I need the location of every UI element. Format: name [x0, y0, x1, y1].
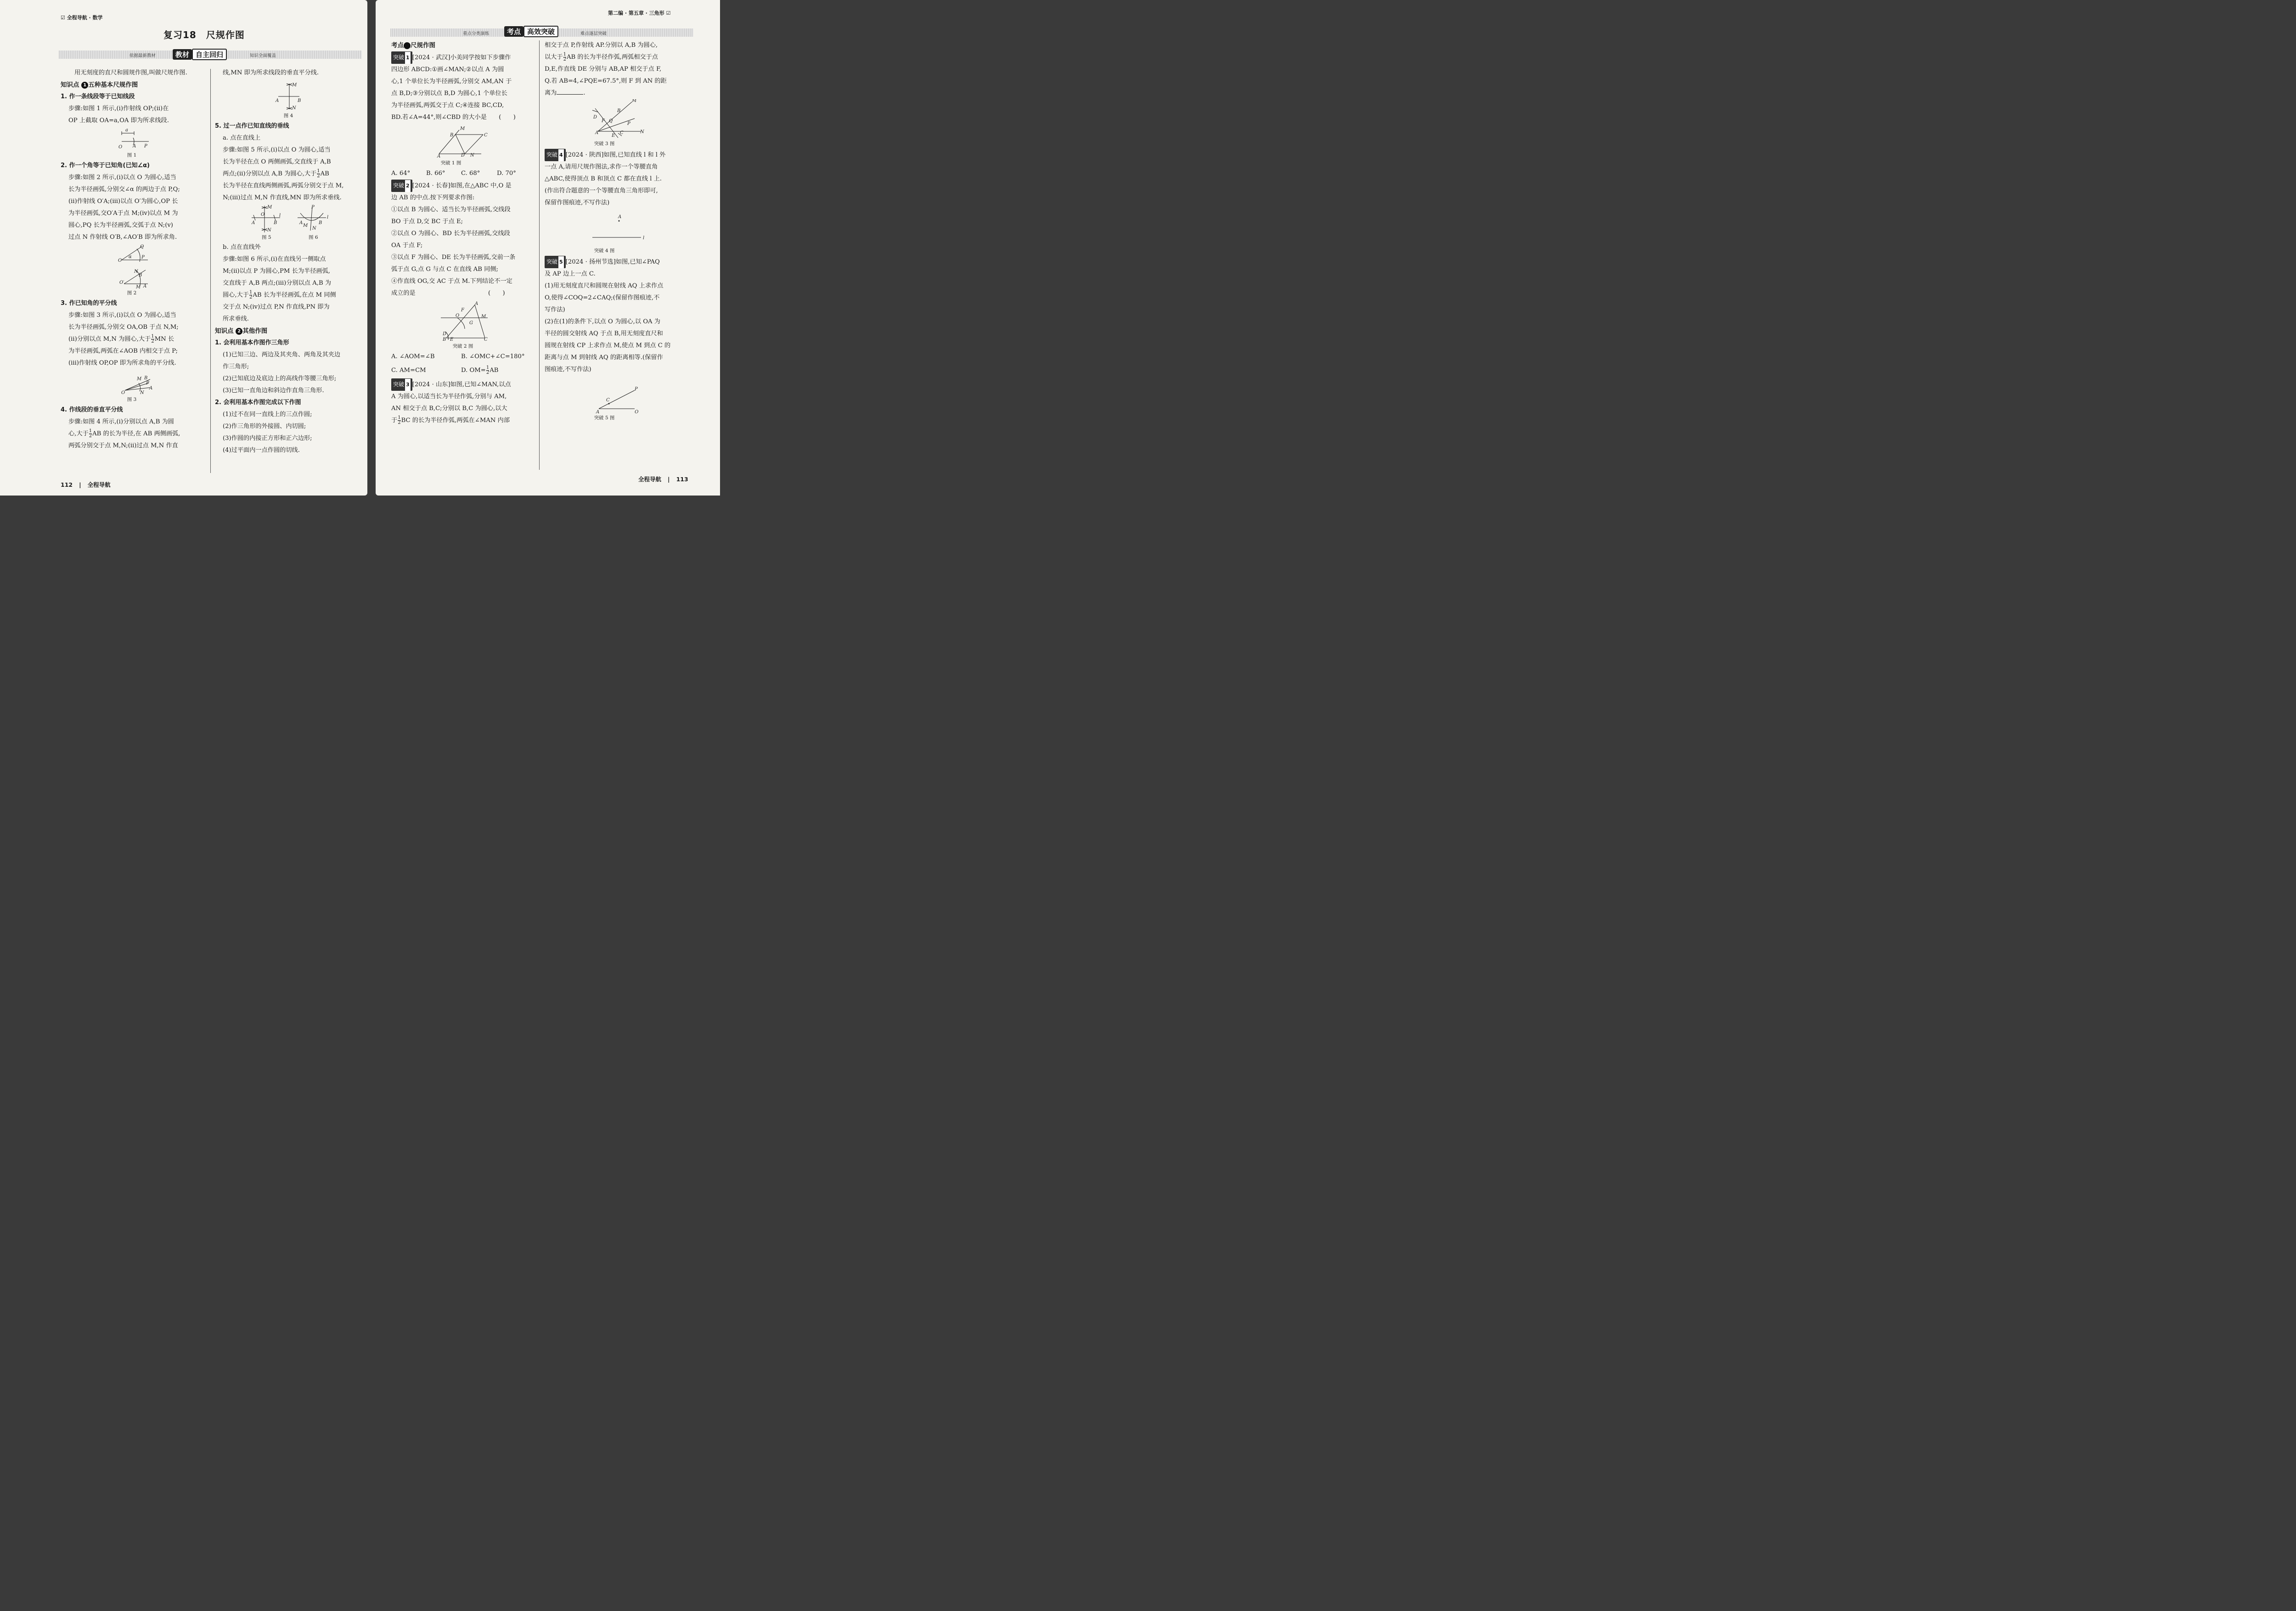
p1-figure: [391, 124, 535, 158]
check-icon: ☑: [664, 10, 671, 16]
fig3-caption: 图 3: [127, 397, 137, 402]
p3-line-cont: 以大于 $\frac{1}{2}$ AB 的长为半径作弧,两弧相交于点: [545, 52, 658, 62]
fraction: $\frac{1}{2}$: [398, 415, 401, 425]
svg-text:N: N: [140, 390, 144, 395]
svg-text:M: M: [632, 99, 637, 103]
p2-figure: [391, 299, 535, 342]
svg-text:a: a: [125, 128, 128, 133]
svg-text:C: C: [606, 398, 610, 403]
s2-line: 圆心,PQ 长为半径画弧,交弧于点 N;(ⅴ): [68, 222, 173, 229]
p2-line: ①以点 B 为圆心、适当长为半径画弧,交线段: [391, 206, 511, 213]
p1-fig-caption: 突破 1 图: [440, 160, 461, 166]
band-tag: [504, 26, 558, 37]
s2-line: 为半径画弧,交O′A于点 M;(ⅳ)以点 M 为: [68, 210, 178, 217]
p3-line: Q.若 AB=4,∠PQE=67.5°,则 F 到 AN 的距: [545, 78, 667, 84]
svg-text:O′: O′: [119, 280, 124, 285]
svg-text:D: D: [443, 332, 447, 337]
o2-title: 2. 会利用基本作图完成以下作图: [215, 399, 301, 406]
band-tag-1: 考点: [504, 26, 523, 37]
band-tag-2: 高效突破: [523, 26, 558, 37]
svg-text:O: O: [118, 258, 122, 263]
p5-line: 距离与点 M 到射线 AQ 的距离相等.(保留作: [545, 354, 663, 361]
kp2-heading: 知识点 2 其他作图: [215, 327, 268, 335]
s1-text-b: OP 上截取 OA=a,OA 即为所求线段.: [68, 117, 169, 124]
svg-text:A: A: [299, 220, 303, 225]
s5a-line: N;(ⅲ)过点 M,N 作直线,MN 即为所求垂线.: [223, 194, 342, 201]
p2-line: 成立的是 ( ): [391, 290, 505, 297]
check-icon: ☑: [61, 15, 67, 21]
s5b-line-4: 圆心,大于 $\frac{1}{2}$ AB 长为半径画弧,在点 M 同侧: [223, 290, 336, 300]
band-right-text: 知识全面覆盖: [250, 53, 276, 58]
svg-text:A: A: [618, 214, 622, 220]
tupo-label-4: 突破 4: [545, 149, 566, 161]
p3-line: A 为圆心,以适当长为半径作弧,分别与 AM,: [391, 393, 507, 400]
p2-line: 边 AB 的中点.按下列要求作图:: [391, 194, 475, 201]
svg-text:A: A: [143, 284, 147, 288]
svg-text:E: E: [612, 133, 615, 138]
band-left-text: 依据最新教材: [129, 53, 156, 58]
svg-text:C: C: [484, 133, 488, 138]
p4-fig-caption: 突破 4 图: [594, 248, 615, 253]
s2-line: (ⅱ)作射线 O′A;(ⅲ)以点 O′为圆心,OP 长: [68, 198, 178, 205]
s5b-title: b. 点在直线外: [223, 244, 261, 251]
p2-option-a[interactable]: A. ∠AOM=∠B: [391, 353, 435, 360]
tupo-label-1: 突破 1: [391, 51, 412, 64]
svg-text:P: P: [146, 381, 149, 386]
s5a-line: 步骤:如图 5 所示,(ⅰ)以点 O 为圆心,适当: [223, 146, 331, 153]
p2-option-d[interactable]: D. OM= $\frac{1}{2}$ AB: [461, 365, 499, 375]
svg-text:l: l: [327, 215, 329, 220]
p5-line: 写作法): [545, 306, 565, 313]
s5b-line: 所求垂线.: [223, 315, 249, 322]
p5-figure: [545, 376, 692, 413]
right-column-2: [545, 39, 692, 422]
p4-line: (作出符合题意的一个等腰直角三角形即可,: [545, 187, 658, 194]
s4-line-2: 心,大于 $\frac{1}{2}$ AB 的长为半径,在 AB 两侧画弧,: [68, 428, 180, 439]
svg-text:B: B: [450, 133, 454, 138]
p2-line-1: 突破 2 [2024 · 长春]如图,在△ABC 中,O 是: [391, 180, 535, 192]
s3-line: (ⅲ)作射线 OP,OP 即为所求角的平分线.: [68, 360, 176, 366]
p4-line: 保留作图痕迹,不写作法): [545, 199, 610, 206]
p5-line-1: 突破 5 [2024 · 扬州节选]如图,已知∠PAQ: [545, 256, 692, 268]
fraction: $\frac{1}{2}$: [151, 334, 154, 344]
fraction: $\frac{1}{2}$: [89, 428, 92, 439]
svg-text:N: N: [292, 106, 296, 111]
svg-text:A: A: [149, 386, 153, 391]
svg-text:P: P: [144, 144, 147, 149]
p5-line: 半径的圆交射线 AQ 于点 B,用无刻度直尺和: [545, 330, 663, 337]
left-column-1: [61, 67, 203, 452]
s3-title: 3. 作已知角的平分线: [61, 300, 117, 307]
svg-text:A: A: [596, 410, 600, 413]
svg-text:N: N: [312, 226, 316, 231]
figure-1: [61, 127, 203, 151]
fraction: $\frac{1}{2}$: [317, 169, 320, 179]
svg-text:O: O: [118, 145, 123, 150]
p1-line: BD.若∠A=44°,则∠CBD 的大小是 ( ): [391, 114, 516, 121]
o2-line: (2)作三角形的外接圆、内切圆;: [223, 423, 306, 430]
page-number: 113: [676, 476, 688, 483]
fig5-caption: 图 5: [262, 235, 271, 240]
tupo-label-5: 突破 5: [545, 256, 566, 268]
band-tag: [173, 49, 227, 60]
fraction: $\frac{1}{2}$: [486, 365, 490, 375]
svg-text:C: C: [484, 337, 488, 342]
svg-text:D: D: [461, 153, 465, 158]
svg-text:M: M: [303, 223, 308, 228]
p1-options: [391, 168, 535, 180]
svg-text:E: E: [450, 337, 454, 342]
svg-text:P: P: [141, 255, 145, 260]
p3-line-4: 于 $\frac{1}{2}$ BC 的长为半径作弧,两弧在∠MAN 内部: [391, 415, 510, 425]
p5-line: 图痕迹,不写作法): [545, 366, 591, 373]
kp2-number: 2: [236, 328, 242, 335]
p3-line: 相交于点 P,作射线 AP.分别以 A,B 为圆心,: [545, 42, 658, 49]
p2-option-c[interactable]: C. AM=CM: [391, 367, 426, 374]
svg-text:B: B: [617, 108, 621, 113]
o2-line: (3)作圆的内接正方形和正六边形;: [223, 435, 312, 442]
o1-line: (1)已知三边、两边及其夹角、两角及其夹边: [223, 351, 341, 358]
o2-line: (4)过平面内一点作圆的切线.: [223, 447, 300, 454]
page-title: 复习18 尺规作图: [163, 29, 245, 40]
page-number: 112: [61, 481, 73, 488]
s3-line: 长为半径画弧,分别交 OA,OB 于点 N,M;: [68, 324, 179, 331]
s5b-line: 交直线于 A,B 两点;(ⅲ)分别以点 A,B 为: [223, 280, 332, 287]
p2-line: ③以点 F 为圆心、DE 长为半径画弧,交前一条: [391, 254, 516, 261]
right-column-1: [391, 39, 535, 427]
svg-text:N: N: [470, 153, 474, 158]
p2-line: ④作直线 OG,交 AC 于点 M.下列结论不一定: [391, 278, 512, 285]
o1-line: (3)已知一直角边和斜边作直角三角形.: [223, 387, 324, 394]
right-page: [376, 0, 720, 496]
intro-text: 用无刻度的直尺和圆规作图,叫做尺规作图.: [74, 69, 187, 76]
left-column-2: [215, 67, 362, 456]
p4-line: 一点 A,请用尺规作图法,求作一个等腰直角: [545, 163, 658, 170]
figure-2: [61, 243, 203, 288]
s4-title: 4. 作线段的垂直平分线: [61, 406, 123, 413]
right-header: 第二编 · 第五章 · 三角形 ☑: [608, 10, 671, 16]
o1-title: 1. 会利用基本作图作三角形: [215, 339, 289, 346]
svg-text:M: M: [292, 83, 297, 88]
svg-text:A: A: [252, 220, 255, 225]
figure-4: [215, 79, 362, 111]
s2-line: 过点 N 作射线 O′B,∠AO′B 即为所求角.: [68, 234, 177, 241]
p2-line: ②以点 O 为圆心、BD 长为半径画弧,交线段: [391, 230, 510, 237]
fig6-caption: 图 6: [309, 235, 318, 240]
fraction: $\frac{1}{2}$: [249, 290, 253, 300]
p2-options-row-1: [391, 351, 535, 363]
s4-line: 步骤:如图 4 所示,(ⅰ)分别以点 A,B 为圆: [68, 418, 174, 425]
p4-line-1: 突破 4 [2024 · 陕西]如图,已知直线 l 和 l 外: [545, 149, 692, 161]
p5-line: 及 AP 边上一点 C.: [545, 270, 596, 277]
p2-line: 弧于点 G,点 G 与点 C 在直线 AB 同侧;: [391, 266, 498, 273]
left-page: [0, 0, 367, 496]
kp1-number: 1: [81, 82, 88, 89]
p5-fig-caption: 突破 5 图: [594, 415, 615, 421]
s5a-line: 长为半径在点 O 两侧画弧,交直线于 A,B: [223, 158, 331, 165]
svg-text:l: l: [279, 213, 281, 218]
tupo-label-3: 突破 3: [391, 378, 412, 391]
p3-line-1: 突破 3 [2024 · 山东]如图,已知∠MAN,以点: [391, 378, 535, 391]
s2-title: 2. 作一个角等于已知角(已知∠α): [61, 162, 150, 169]
o2-line: (1)过不在同一直线上的三点作圆;: [223, 411, 312, 418]
p1-option-d[interactable]: D. 70°: [497, 170, 516, 177]
svg-text:O: O: [121, 390, 125, 395]
kp1-heading: 知识点 1 五种基本尺规作图: [61, 81, 138, 89]
svg-text:A: A: [475, 301, 478, 306]
p3-line: AN 相交于点 B,C;分别以 B,C 为圆心,以大: [391, 405, 507, 412]
band-left-text: 重点分类演练: [463, 31, 490, 36]
column-divider: [210, 69, 211, 473]
band-tag-2: 自主回归: [192, 49, 227, 60]
s3-line: 步骤:如图 3 所示,(ⅰ)以点 O 为圆心,适当: [68, 312, 176, 319]
svg-text:O: O: [456, 313, 460, 318]
s1-title: 1. 作一条线段等于已知线段: [61, 93, 135, 100]
footer-brand: 全程导航: [638, 476, 662, 483]
p5-line: (1)用无刻度直尺和圆规在射线 AQ 上求作点: [545, 282, 664, 289]
svg-text:B: B: [144, 376, 148, 381]
svg-text:G: G: [469, 321, 473, 326]
svg-text:B: B: [443, 337, 446, 342]
p1-line: 心,1 个单位长为半径画弧,分别交 AM,AN 于: [391, 78, 512, 85]
p2-options-row-2: [391, 363, 535, 378]
left-header: ☑ 全程导航 · 数学: [61, 15, 103, 21]
s3-line-3: (ⅱ)分别以点 M,N 为圆心,大于 $\frac{1}{2}$ MN 长: [68, 334, 174, 344]
o1-line: (2)已知底边及底边上的高线作等腰三角形;: [223, 375, 337, 382]
svg-text:P: P: [635, 387, 638, 392]
svg-text:P: P: [627, 121, 630, 126]
svg-text:M: M: [460, 126, 465, 131]
o1-line: 作三角形;: [223, 363, 249, 370]
svg-text:A: A: [595, 130, 599, 135]
p5-line: (2)在(1)的条件下,以点 O 为圆心,以 OA 为: [545, 318, 660, 325]
p1-line: 点 B,D;③分别以点 B,D 为圆心,1 个单位长: [391, 90, 507, 97]
p1-option-c[interactable]: C. 68°: [461, 170, 480, 177]
p1-line-1: 突破 1 [2024 · 武汉]小美同学按如下步骤作: [391, 51, 535, 64]
svg-text:F: F: [602, 118, 605, 124]
s5a-line: 长为半径在直线两侧画弧,两弧分别交于点 M,: [223, 182, 344, 189]
svg-text:Q: Q: [635, 410, 639, 413]
svg-text:A: A: [276, 98, 279, 103]
s5-title: 5. 过一点作已知直线的垂线: [215, 123, 289, 130]
p2-fig-caption: 突破 2 图: [452, 344, 473, 349]
footer-brand: 全程导航: [87, 481, 111, 488]
svg-text:N: N: [134, 269, 138, 274]
svg-text:N: N: [267, 228, 271, 233]
svg-text:M: M: [136, 285, 141, 288]
svg-text:B: B: [298, 98, 301, 103]
p5-line: O,使得∠COQ=2∠CAQ;(保留作图痕迹,不: [545, 294, 660, 301]
bullet-icon: [404, 42, 411, 49]
figure-3: [61, 369, 203, 395]
answer-blank[interactable]: [557, 89, 583, 95]
p1-option-a[interactable]: A. 64°: [391, 170, 411, 177]
band-tag-1: 教材: [173, 49, 192, 60]
s4-line: 线,MN 即为所求线段的垂直平分线.: [223, 69, 319, 76]
svg-text:P: P: [311, 205, 315, 210]
s5b-line: 步骤:如图 6 所示,(ⅰ)在直线另一侧取点: [223, 256, 326, 263]
svg-text:A: A: [437, 154, 441, 158]
p1-line: 为半径画弧,两弧交于点 C;④连接 BC,CD,: [391, 102, 504, 109]
svg-text:D: D: [593, 115, 597, 120]
p3-line: D,E,作直线 DE 分别与 AB,AP 相交于点 F,: [545, 66, 662, 73]
p2-line: OA 于点 F;: [391, 242, 423, 249]
svg-text:M: M: [481, 314, 486, 319]
figure-5-6: [215, 204, 362, 233]
p5-line: 圆规在射线 CP 上求作点 M,使点 M 到点 C 的: [545, 342, 671, 349]
svg-text:F: F: [461, 308, 464, 313]
tupo-label-2: 突破 2: [391, 180, 412, 192]
fig4-caption: 图 4: [283, 113, 293, 118]
p2-line: BO 于点 D,交 BC 于点 E;: [391, 218, 463, 225]
p2-option-b[interactable]: B. ∠OMC+∠C=180°: [461, 353, 525, 360]
kd-heading: 考点 尺规作图: [391, 42, 435, 49]
s2-line: 步骤:如图 2 所示,(ⅰ)以点 O 为圆心,适当: [68, 174, 176, 181]
s1-text-a: 步骤:如图 1 所示,(ⅰ)作射线 OP;(ⅱ)在: [68, 105, 169, 112]
svg-text:l: l: [643, 236, 645, 241]
p1-line: 四边形 ABCD:①画∠MAN;②以点 A 为圆: [391, 66, 504, 73]
fig1-caption: 图 1: [127, 152, 137, 158]
s5b-line: 交于点 N;(ⅳ)过点 P,N 作直线,PN 即为: [223, 304, 330, 310]
svg-text:C: C: [620, 130, 624, 135]
fraction: $\frac{1}{2}$: [563, 52, 566, 62]
p4-line: △ABC,使得顶点 B 和顶点 C 都在直线 l 上.: [545, 175, 662, 182]
svg-text:M: M: [137, 377, 142, 382]
p3-figure: [545, 99, 692, 139]
band-right-text: 难点逐层突破: [580, 31, 607, 36]
svg-text:N: N: [640, 130, 644, 135]
svg-text:Q: Q: [609, 118, 613, 124]
s5a-line-3: 两点;(ⅱ)分别以点 A,B 为圆心,大于 $\frac{1}{2}$ AB: [223, 169, 329, 179]
s2-line: 长为半径画弧,分别交∠α 的两边于点 P,Q;: [68, 186, 180, 193]
s5a-title: a. 点在直线上: [223, 135, 261, 141]
right-footer: 全程导航 | 113: [638, 476, 688, 483]
svg-text:B: B: [139, 273, 142, 278]
svg-text:B: B: [274, 220, 277, 225]
s5b-line: M;(ⅱ)以点 P 为圆心,PM 长为半径画弧,: [223, 268, 330, 275]
column-divider: [539, 40, 540, 470]
s3-line: 为半径画弧,两弧在∠AOB 内相交于点 P;: [68, 348, 178, 355]
svg-text:B: B: [319, 220, 322, 225]
fig5-6-captions: [215, 233, 362, 242]
p1-option-b[interactable]: B. 66°: [426, 170, 445, 177]
p4-figure: [545, 209, 692, 246]
fig2-caption: 图 2: [127, 290, 137, 296]
svg-text:O: O: [261, 212, 265, 217]
svg-text:A: A: [133, 144, 136, 149]
left-footer: 112 | 全程导航: [61, 481, 111, 488]
svg-text:α: α: [129, 254, 132, 259]
svg-text:M: M: [267, 205, 272, 210]
p3-fig-caption: 突破 3 图: [594, 141, 615, 146]
s4-line: 两弧分别交于点 M,N;(ⅱ)过点 M,N 作直: [68, 442, 178, 449]
svg-text:Q: Q: [140, 244, 144, 249]
p3-line-last: 离为 .: [545, 90, 585, 96]
